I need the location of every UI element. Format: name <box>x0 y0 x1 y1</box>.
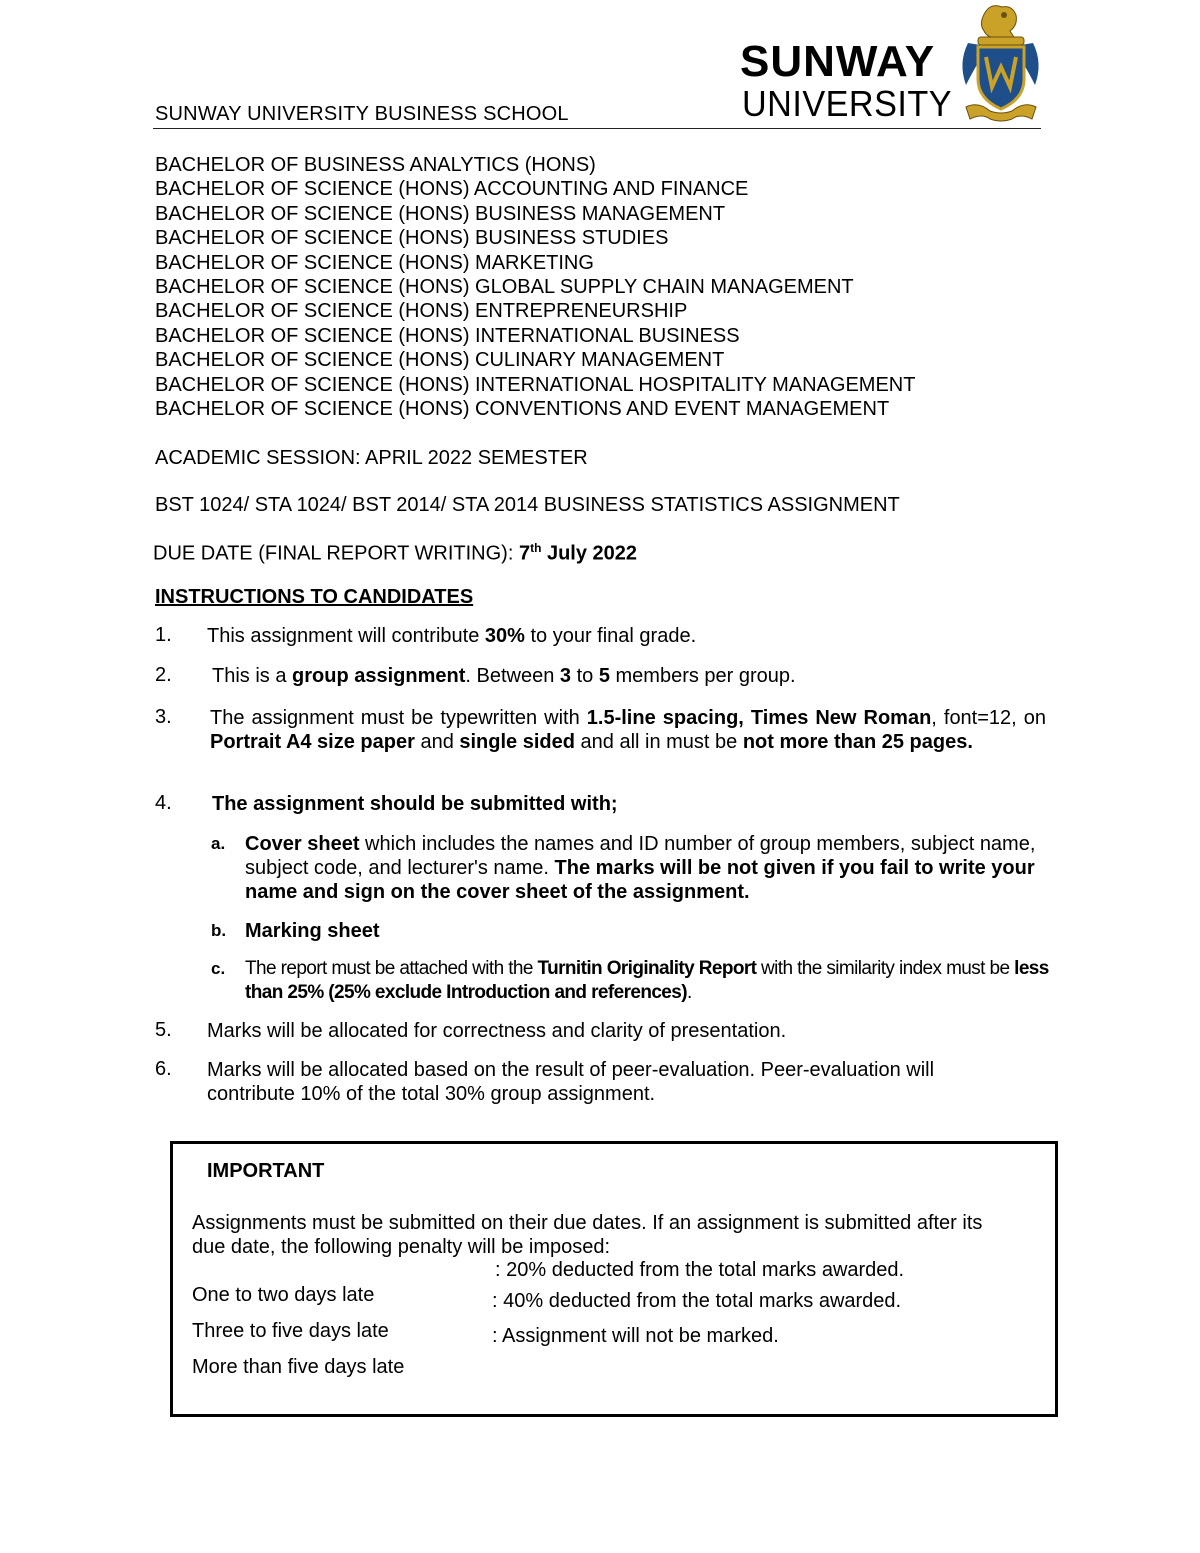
instructions-title: INSTRUCTIONS TO CANDIDATES <box>155 586 474 608</box>
programme-list <box>155 153 915 421</box>
programme-item: BACHELOR OF SCIENCE (HONS) ACCOUNTING AND FINANCE <box>155 178 749 201</box>
programme-item: BACHELOR OF SCIENCE (HONS) CONVENTIONS AND EVENT MANAGEMENT <box>155 398 890 421</box>
subitem-a <box>245 832 1065 904</box>
text: members per group. <box>609 665 796 687</box>
penalty-value: : 20% deducted from the total marks awarded. <box>495 1259 905 1281</box>
emphasis: 1.5-line spacing, Times New Roman <box>586 707 932 729</box>
text: , font=12, on <box>931 707 1046 729</box>
penalty-value: : 40% deducted from the total marks awarded. <box>492 1290 902 1312</box>
university-crest-icon <box>958 3 1043 125</box>
instruction-item-5: Marks will be allocated for correctness and clarity of presentation. <box>207 1020 787 1042</box>
instruction-item-1 <box>207 624 1047 648</box>
emphasis: single sided <box>459 731 575 753</box>
instruction-item-2 <box>212 664 1052 688</box>
subitem-letter: c. <box>211 959 226 978</box>
text: This is a <box>212 665 293 687</box>
emphasis: Cover sheet <box>245 833 360 855</box>
item-number: 5. <box>155 1019 172 1041</box>
subitem-b: Marking sheet <box>245 920 380 942</box>
emphasis: group assignment <box>292 665 466 687</box>
item-number: 1. <box>155 624 172 646</box>
emphasis: Turnitin Originality Report <box>537 958 757 979</box>
instruction-item-4: The assignment should be submitted with; <box>212 793 618 815</box>
text: . <box>686 982 692 1003</box>
due-date-label: DUE DATE (FINAL REPORT WRITING): <box>153 542 519 565</box>
programme-item: BACHELOR OF SCIENCE (HONS) INTERNATIONAL HOSPITALITY MANAGEMENT <box>155 373 916 396</box>
text: with the similarity index must be <box>756 958 1015 979</box>
subitem-c <box>245 957 1065 1005</box>
penalty-value: : Assignment will not be marked. <box>492 1325 779 1347</box>
item-number: 2. <box>155 664 172 686</box>
due-date-day: 7 <box>518 542 531 565</box>
emphasis: Portrait A4 size paper <box>210 731 415 753</box>
logo-wordmark-bottom: UNIVERSITY <box>742 83 952 124</box>
emphasis: 3 <box>559 665 572 687</box>
penalty-label: Three to five days late <box>192 1320 389 1342</box>
instruction-item-6: Marks will be allocated based on the result of peer-evaluation. Peer-evaluation will contribute 10% of the total 30% group assignment. <box>207 1059 935 1105</box>
text: and all in must be <box>574 731 743 753</box>
subitem-letter: a. <box>211 834 226 853</box>
emphasis: less than 25% (25% exclude Introduction and references) <box>245 958 1049 1003</box>
due-date-suffix: th <box>530 541 542 555</box>
emphasis: not more than 25 pages. <box>742 731 973 753</box>
programme-item: BACHELOR OF SCIENCE (HONS) BUSINESS MANAGEMENT <box>155 202 726 225</box>
programme-item: BACHELOR OF BUSINESS ANALYTICS (HONS) <box>155 154 596 176</box>
important-title: IMPORTANT <box>207 1160 325 1182</box>
penalty-label: One to two days late <box>192 1284 375 1306</box>
due-date <box>153 541 637 566</box>
emphasis: 30% <box>484 625 525 647</box>
programme-item: BACHELOR OF SCIENCE (HONS) BUSINESS STUDIES <box>155 227 669 250</box>
text: which includes the names and ID number of group members, subject name, subject code, and lecturer's name. <box>245 833 1036 879</box>
text: and <box>414 731 460 753</box>
subitem-letter: b. <box>211 921 227 940</box>
text: . Between <box>465 665 560 687</box>
text: to your final grade. <box>524 625 697 647</box>
item-number: 3. <box>155 706 172 728</box>
logo-wordmark-top: SUNWAY <box>740 37 936 86</box>
text: The report must be attached with the <box>245 958 538 979</box>
important-text: Assignments must be submitted on their due dates. If an assignment is submitted after its due date, the following penalty will be imposed: <box>192 1212 983 1258</box>
emphasis: The marks will be not given if you fail to write your name and sign on the cover sheet of the assignment. <box>245 857 1035 903</box>
programme-item: BACHELOR OF SCIENCE (HONS) MARKETING <box>155 251 594 274</box>
emphasis: 5 <box>598 665 610 687</box>
programme-item: BACHELOR OF SCIENCE (HONS) GLOBAL SUPPLY CHAIN MANAGEMENT <box>155 276 854 299</box>
important-box <box>170 1141 1058 1417</box>
school-name: SUNWAY UNIVERSITY BUSINESS SCHOOL <box>155 103 569 125</box>
academic-session: ACADEMIC SESSION: APRIL 2022 SEMESTER <box>155 447 588 469</box>
instruction-item-3 <box>210 706 1046 754</box>
item-number: 6. <box>155 1058 172 1080</box>
header-divider <box>153 128 1041 129</box>
item-number: 4. <box>155 792 172 814</box>
course-title: BST 1024/ STA 1024/ BST 2014/ STA 2014 BUSINESS STATISTICS ASSIGNMENT <box>155 494 900 516</box>
due-date-month: July 2022 <box>541 542 638 565</box>
programme-item: BACHELOR OF SCIENCE (HONS) INTERNATIONAL BUSINESS <box>155 324 740 347</box>
text: The assignment must be typewritten with <box>210 707 587 729</box>
programme-item: BACHELOR OF SCIENCE (HONS) ENTREPRENEURSHIP <box>155 300 688 323</box>
text: This assignment will contribute <box>207 625 485 647</box>
programme-item: BACHELOR OF SCIENCE (HONS) CULINARY MANAGEMENT <box>155 349 725 372</box>
text: to <box>571 665 599 687</box>
penalty-label: More than five days late <box>192 1356 405 1378</box>
